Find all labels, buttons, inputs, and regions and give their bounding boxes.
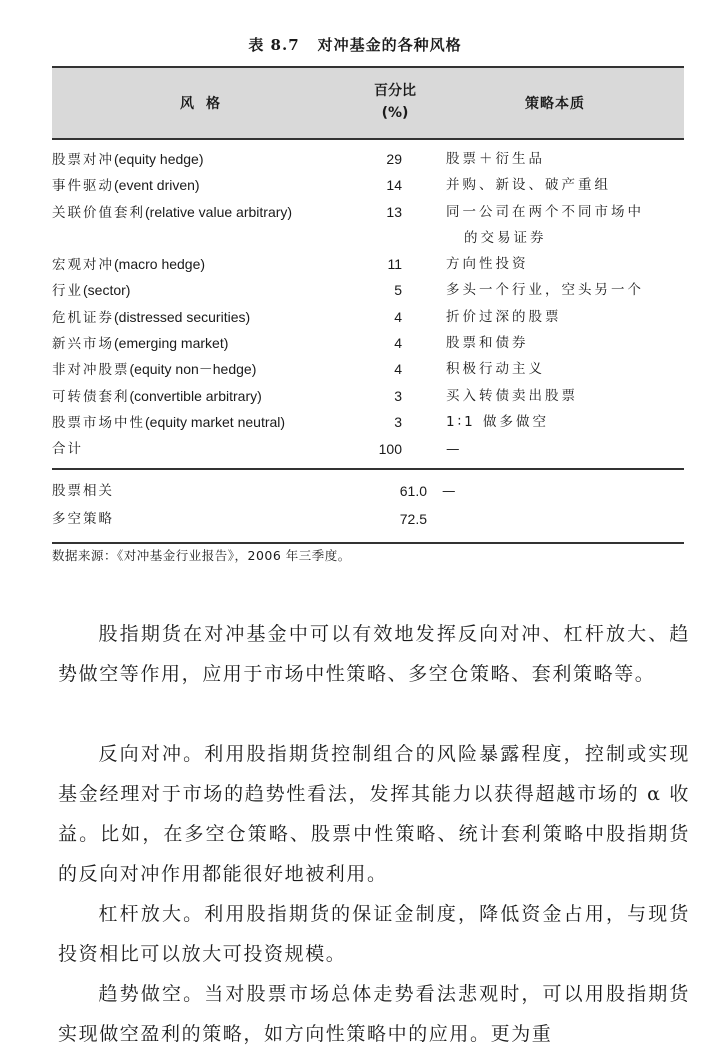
table-row	[52, 409, 684, 435]
summary-row	[52, 505, 684, 533]
table-row	[52, 304, 684, 330]
table-row	[52, 172, 684, 198]
table-row	[52, 356, 684, 382]
body-paragraph	[58, 974, 690, 1054]
style-en: (sector)	[83, 282, 131, 299]
style-cell	[52, 383, 262, 410]
body-paragraph	[58, 894, 690, 974]
style-cn: 可转债套利	[52, 388, 130, 405]
summary-row	[52, 477, 684, 505]
essence-line1: 同一公司在两个不同市场中	[446, 203, 644, 220]
style-cell	[52, 172, 200, 199]
summary-value: 72.5	[399, 510, 427, 527]
header-essence: 策略本质	[525, 96, 585, 112]
table-row	[52, 383, 684, 409]
table-row-total	[52, 436, 684, 462]
table-caption-title: 对冲基金的各种风格	[317, 36, 462, 54]
table-row	[52, 277, 684, 303]
essence-cell: 折价过深的股票	[446, 308, 562, 325]
style-en: (convertible arbitrary)	[129, 387, 262, 404]
table-caption-number: 表 8.7	[248, 36, 300, 54]
style-en: (equity hedge)	[114, 151, 204, 167]
style-cn: 宏观对冲	[52, 256, 114, 273]
essence-cell: 并购、新设、破产重组	[446, 177, 611, 194]
percent-cell: 4	[394, 308, 402, 325]
percent-cell: 4	[394, 334, 402, 351]
essence-cell: 多头一个行业，空头另一个	[446, 282, 644, 299]
table-source-note: 数据来源：《对冲基金行业报告》，2006 年三季度。	[52, 548, 351, 563]
style-en: (macro hedge)	[114, 255, 206, 272]
style-en: (distressed securities)	[114, 308, 251, 325]
paragraph-text: 杠杆放大。利用股指期货的保证金制度，降低资金占用，与现货投资相比可以放大可投资规模。	[58, 903, 690, 965]
style-cell	[52, 409, 285, 436]
style-cn: 合计	[52, 440, 83, 457]
style-en: (equity non－hedge)	[129, 361, 257, 378]
style-cn: 事件驱动	[52, 178, 114, 195]
essence-cell: 股票和债券	[446, 334, 529, 351]
style-cn: 股票市场中性	[52, 415, 145, 432]
style-cell	[52, 199, 292, 226]
paragraph-text: 股指期货在对冲基金中可以有效地发挥反向对冲、杠杆放大、趋势做空等作用，应用于市场中性策略、多空仓策略、套利策略等。	[58, 623, 690, 685]
style-cell	[52, 304, 250, 331]
essence-cell: 方向性投资	[446, 255, 529, 272]
table-row	[52, 199, 684, 251]
style-cell	[52, 330, 228, 357]
percent-cell: 5	[394, 282, 402, 299]
table-header	[52, 66, 684, 140]
percent-cell: 29	[386, 151, 402, 167]
percent-cell: 3	[394, 414, 402, 431]
table-bottom-rule	[52, 542, 684, 544]
table-row	[52, 146, 684, 172]
table-row	[52, 251, 684, 277]
summary-label: 多空策略	[52, 510, 114, 527]
style-en: (equity market neutral)	[145, 414, 286, 431]
essence-cell: 1∶1 做多做空	[446, 414, 549, 431]
style-cell	[52, 356, 256, 383]
style-cn: 关联价值套利	[52, 204, 145, 221]
style-cell	[52, 277, 130, 304]
percent-cell: 13	[386, 203, 402, 220]
style-cn: 危机证券	[52, 309, 114, 326]
essence-cell: 买入转债卖出股票	[446, 387, 578, 404]
style-cn: 行业	[52, 283, 83, 300]
table-row	[52, 330, 684, 356]
essence-cell	[446, 199, 686, 251]
percent-cell: 14	[386, 177, 402, 194]
percent-cell: 11	[387, 255, 402, 272]
style-cn: 非对冲股票	[52, 362, 130, 379]
percent-cell: 100	[378, 440, 402, 457]
body-paragraph	[58, 734, 690, 894]
summary-value: 61.0	[399, 482, 427, 499]
essence-cell: —	[446, 440, 463, 457]
style-cell	[52, 251, 205, 278]
header-percent	[365, 80, 425, 124]
essence-line2: 的交易证券	[464, 229, 547, 246]
percent-cell: 4	[394, 361, 402, 378]
paragraph-text: 反向对冲。利用股指期货控制组合的风险暴露程度，控制或实现基金经理对于市场的趋势性看法，发挥其能力以获得超越市场的 α 收益。比如，在多空仓策略、股票中性策略、统计套利策略中股指期货的反向对冲作用都能很好地被利用。	[58, 743, 690, 885]
table-summary	[52, 470, 684, 542]
hedge-fund-styles-table	[52, 66, 684, 544]
style-en: (event driven)	[114, 177, 200, 194]
header-style: 风格	[180, 96, 232, 112]
header-percent-line1: 百分比	[374, 83, 416, 99]
style-cell	[52, 436, 83, 462]
summary-essence: —	[442, 482, 459, 499]
body-paragraph	[58, 614, 690, 694]
essence-cell: 股票＋衍生品	[446, 151, 545, 167]
essence-cell: 积极行动主义	[446, 361, 545, 378]
style-cell	[52, 146, 204, 173]
summary-label: 股票相关	[52, 482, 114, 499]
header-percent-line2: (%)	[381, 105, 409, 121]
style-cn: 股票对冲	[52, 152, 114, 168]
paragraph-text: 趋势做空。当对股票市场总体走势看法悲观时，可以用股指期货实现做空盈利的策略，如方向性策略中的应用。更为重	[58, 983, 690, 1045]
style-en: (emerging market)	[114, 334, 229, 351]
style-en: (relative value arbitrary)	[145, 203, 293, 220]
table-body	[52, 140, 684, 462]
percent-cell: 3	[394, 387, 402, 404]
style-cn: 新兴市场	[52, 335, 114, 352]
table-caption	[0, 34, 710, 55]
